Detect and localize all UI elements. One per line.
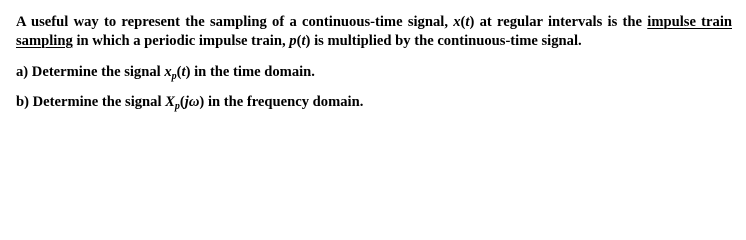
problem-statement — [16, 13, 732, 112]
signal-x-t: x(t) — [453, 14, 475, 30]
intro-text-1: A useful way to represent the sampling of a continuous-time signal, — [16, 14, 448, 30]
intro-text-2: at regular intervals is the — [479, 14, 642, 30]
question-a-tail: in the time domain. — [194, 64, 315, 80]
impulse-train-sampling-term: impulse train sampling — [16, 14, 732, 49]
question-a — [16, 63, 315, 83]
signal-Xp-jw: $X_p(j\omega)$ — [165, 94, 205, 112]
intro-paragraph — [16, 13, 732, 51]
signal-xp-t: $x_p(t)$ — [164, 64, 191, 82]
question-b-text: b) Determine the signal — [16, 94, 162, 110]
question-b-tail: in the frequency domain. — [207, 94, 364, 110]
question-a-text: a) Determine the signal — [16, 64, 161, 80]
intro-text-4: is multiplied by the continuous-time signal. — [314, 33, 582, 49]
intro-text-3: in which a periodic impulse train, — [76, 33, 286, 49]
question-b — [16, 93, 363, 113]
signal-p-t: p(t) — [289, 33, 311, 49]
